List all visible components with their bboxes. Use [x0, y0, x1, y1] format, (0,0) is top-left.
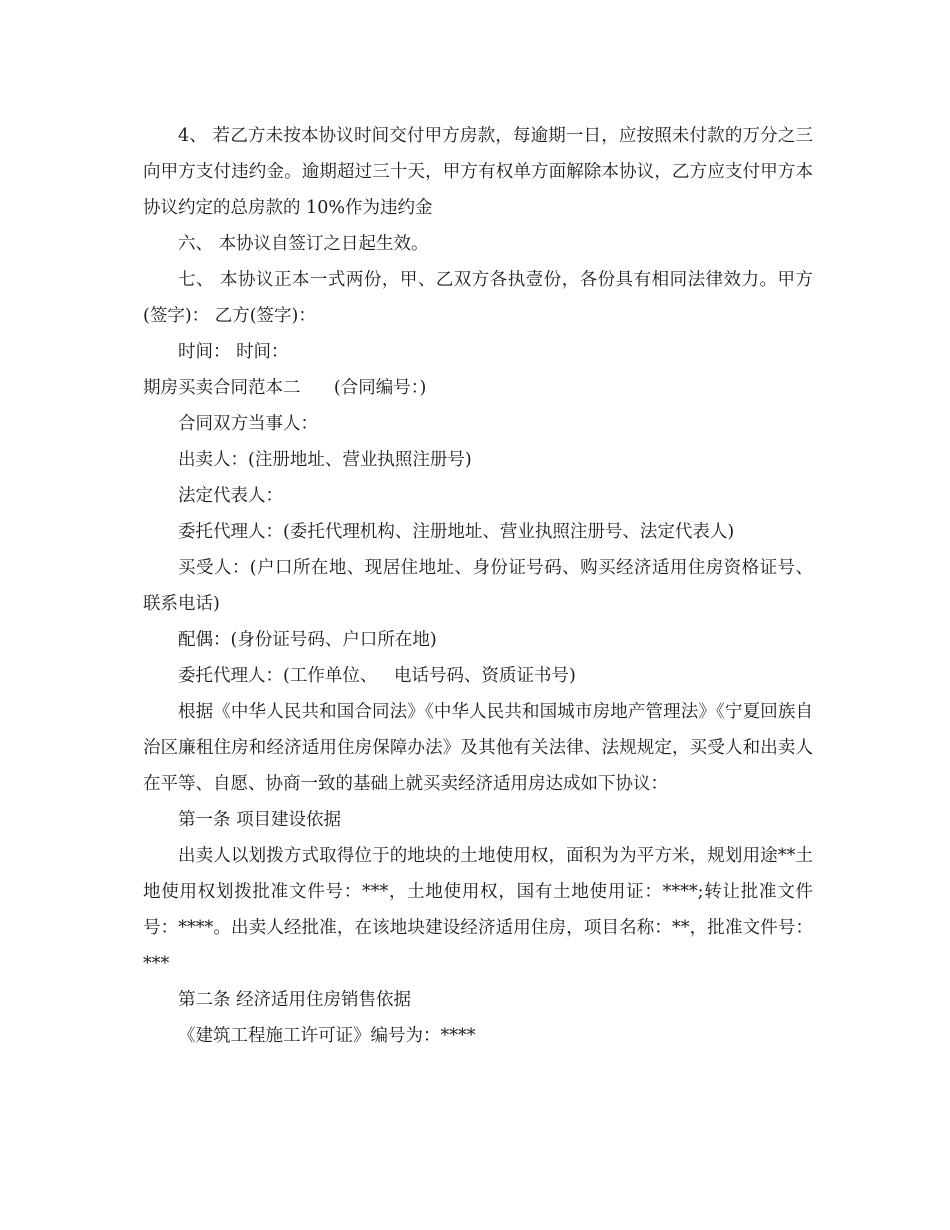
paragraph: 委托代理人：(委托代理机构、注册地址、营业执照注册号、法定代表人): [178, 522, 735, 542]
paragraph: 出卖人以划拨方式取得位于的地块的土地使用权，面积为为平方米，规划用途**土地使用权划拨批准文件号：***，土地使用权，国有土地使用证：****;转让批准文件号：****。出卖人经批准，在该地块建设经济适用住房，项目名称：**，批准文件号：***: [143, 846, 813, 974]
document-body: [143, 118, 813, 1054]
paragraph: 期房买卖合同范本二 (合同编号：): [143, 378, 427, 398]
paragraph: 出卖人：(注册地址、营业执照注册号): [178, 450, 472, 470]
paragraph: 第二条 经济适用住房销售依据: [178, 990, 412, 1010]
paragraph: 七、 本协议正本一式两份，甲、乙双方各执壹份，各份具有相同法律效力。甲方(签字)： 乙方(签字)：: [143, 270, 813, 326]
paragraph: 《建筑工程施工许可证》编号为：****: [178, 1026, 476, 1046]
paragraph: 六、 本协议自签订之日起生效。: [178, 234, 429, 254]
paragraph: 4、 若乙方未按本协议时间交付甲方房款，每逾期一日，应按照未付款的万分之三向甲方支付违约金。逾期超过三十天，甲方有权单方面解除本协议，乙方应支付甲方本协议约定的总房款的 10%作为违约金: [143, 126, 813, 218]
paragraph: 第一条 项目建设依据: [178, 810, 342, 830]
paragraph: 合同双方当事人：: [178, 414, 318, 434]
paragraph: 配偶：(身份证号码、户口所在地): [178, 630, 437, 650]
paragraph: 买受人：(户口所在地、现居住地址、身份证号码、购买经济适用住房资格证号、联系电话): [143, 558, 813, 614]
paragraph: 时间： 时间：: [178, 342, 289, 362]
paragraph: 法定代表人：: [178, 486, 283, 506]
paragraph: 委托代理人：(工作单位、 电话号码、资质证书号): [178, 666, 576, 686]
paragraph: 根据《中华人民共和国合同法》《中华人民共和国城市房地产管理法》《宁夏回族自治区廉租住房和经济适用住房保障办法》及其他有关法律、法规规定，买受人和出卖人在平等、自愿、协商一致的基础上就买卖经济适用房达成如下协议：: [143, 702, 813, 794]
